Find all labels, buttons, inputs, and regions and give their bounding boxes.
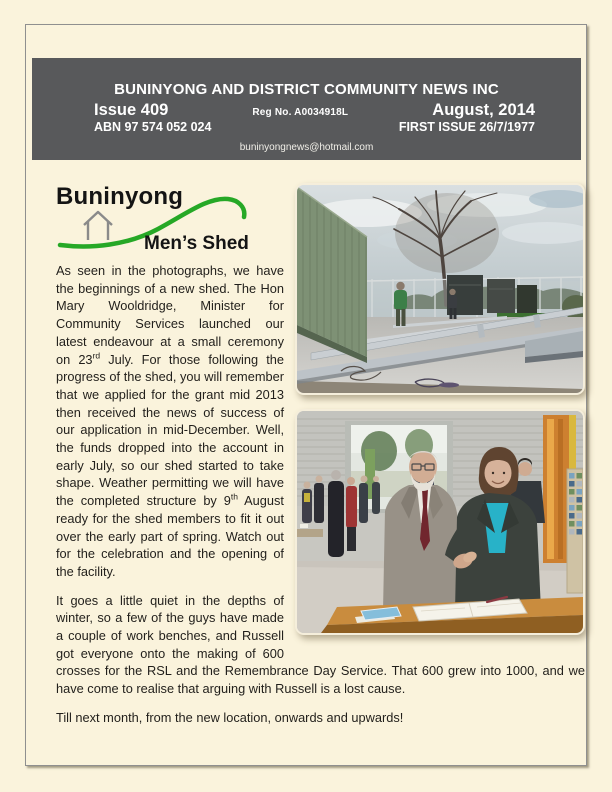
mens-shed-logo: [56, 183, 292, 259]
issue-number: Issue 409: [94, 101, 169, 119]
logo-subtitle: Men’s Shed: [144, 233, 249, 254]
article-content: [56, 183, 585, 727]
article-paragraph-1: As seen in the photographs, we have the beginnings of a new shed. The Hon Mary Wooldridge, Minister for Community Services launched our latest endeavour at a small ceremony on 23rd July. For those following the progress of the shed, you will remember that we applied for the grant mid 2013 then received the news of success of our application in mid-December. Well, the funds dropped into the account in early July, so our shed started to take shape. Weather permitting we will have the completed structure by 9th August ready for the shed members to fit it out over the early part of spring. Watch out for the celebration and the opening of the facility.: [56, 263, 284, 579]
issue-date: August, 2014: [432, 101, 535, 119]
masthead-row-issue: [32, 102, 581, 119]
email-address: buninyongnews@hotmail.com: [239, 142, 374, 153]
first-issue-date: FIRST ISSUE 26/7/1977: [398, 120, 535, 134]
article-paragraph-3: Till next month, from the new location, onwards and upwards!: [56, 709, 404, 725]
masthead: [32, 58, 581, 160]
construction-photo: [295, 183, 585, 395]
abn-number: ABN 97 574 052 024: [94, 120, 212, 134]
masthead-row-abn: [32, 120, 581, 134]
ordinal-suffix: th: [230, 491, 238, 502]
article-paragraph-2: It goes a little quiet in the depths of winter, so a few of the guys have made a couple of work benches, and Russell got everyone onto the making of 600 crosses for the RSL and the Remembrance Day Service. That 600 grew into 1000, and we have come to realise that arguing with Russell is a lost cause.: [56, 592, 585, 697]
house-icon: [84, 212, 112, 240]
handshake-photo: [295, 409, 585, 635]
registration-number: Reg No. A0034918L: [252, 107, 349, 118]
logo-town-name: Buninyong: [56, 183, 184, 210]
construction-photo-illustration: [297, 185, 583, 393]
ordinal-suffix: rd: [92, 350, 101, 361]
masthead-title: BUNINYONG AND DISTRICT COMMUNITY NEWS INC: [114, 81, 499, 98]
handshake-photo-illustration: [297, 411, 583, 633]
page-border-frame: [25, 24, 587, 766]
